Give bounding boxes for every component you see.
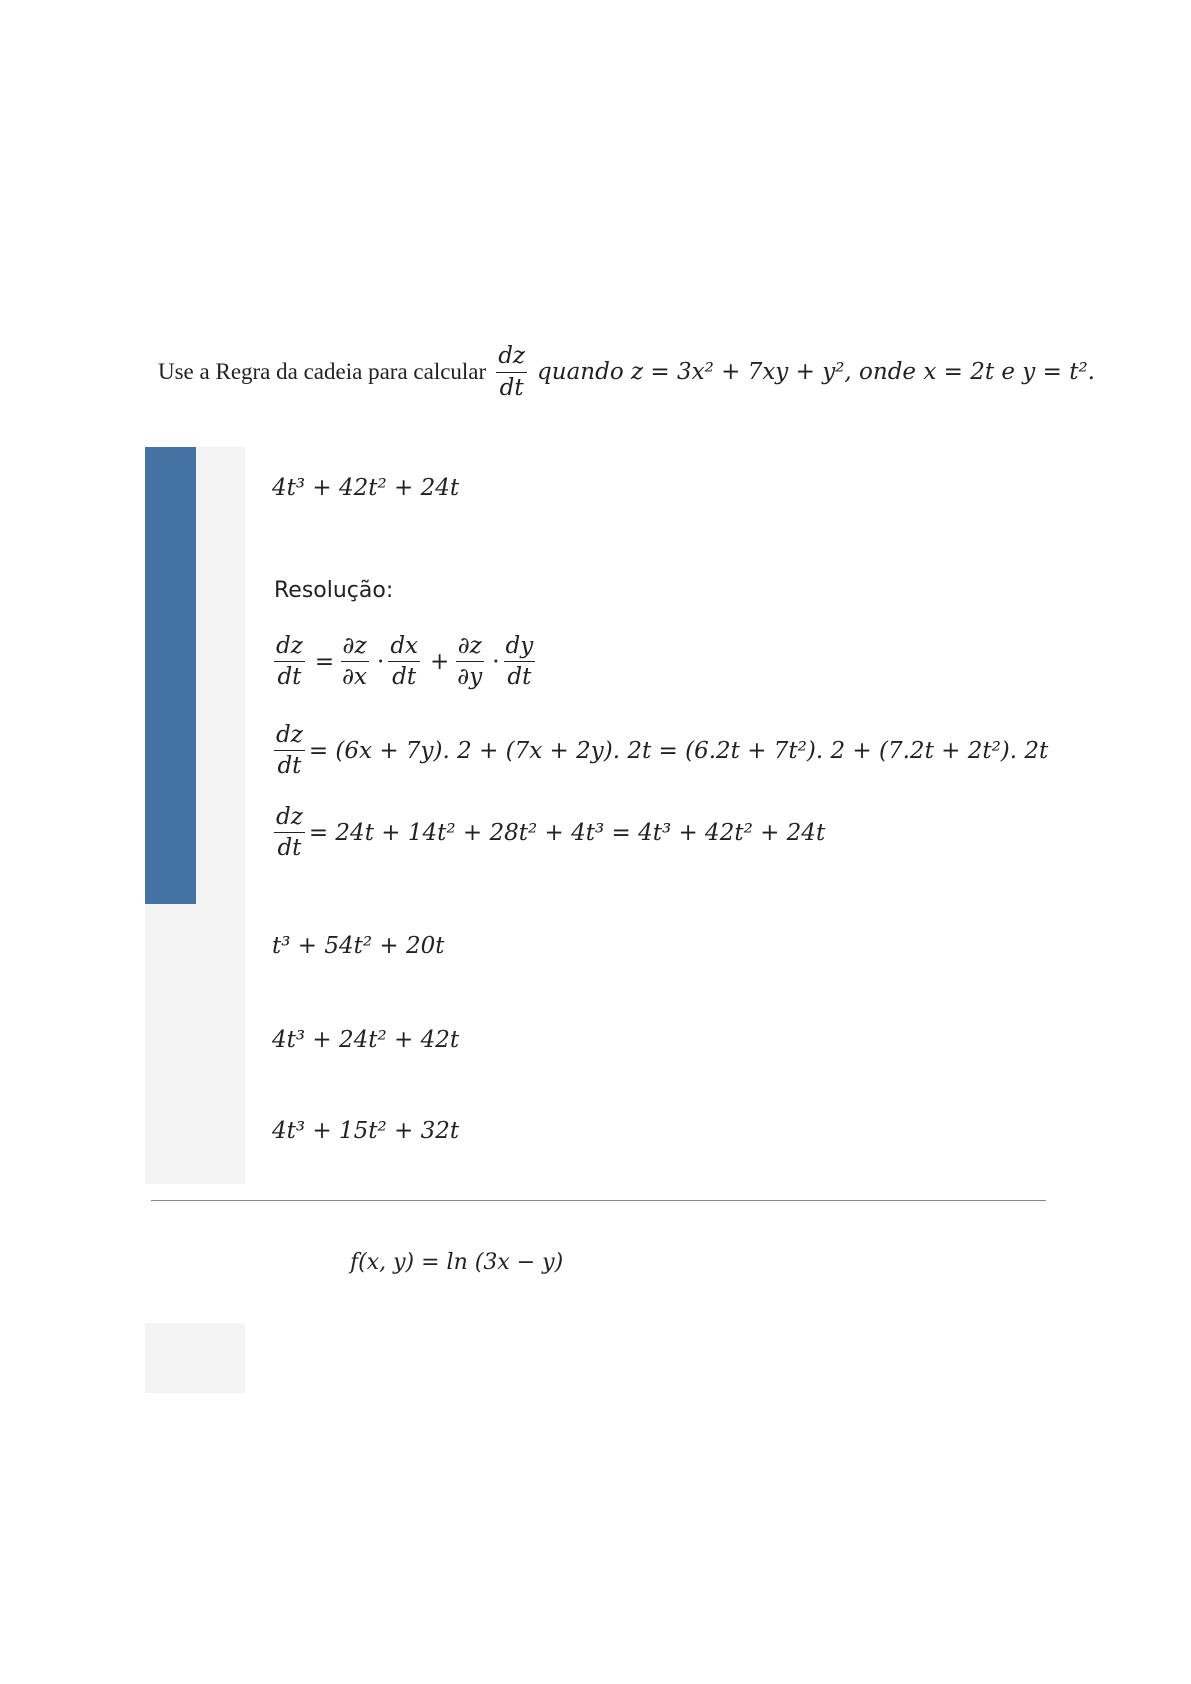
- step-2-expression: = (6x + 7y). 2 + (7x + 2y). 2t = (6.2t + 7t²). 2 + (7.2t + 2t²). 2t: [308, 737, 1049, 764]
- answer-option-2[interactable]: [272, 933, 445, 959]
- selected-option-indicator[interactable]: [145, 447, 196, 904]
- resolution-step-3: $\frac{dz}{dt}$ = 24t + 14t² + 28t² + 4t³ = 4t³ + 42t² + 24t: [276, 804, 826, 862]
- question-prompt: [158, 336, 1158, 408]
- answer-option-3[interactable]: [272, 1027, 459, 1053]
- question-text: Use a Regra da cadeia para calcular: [158, 359, 487, 384]
- option-expression: 4t³ + 42t² + 24t: [272, 475, 460, 501]
- next-question-function: f(x, y) = ln (3x − y): [350, 1250, 564, 1275]
- resolution-label: Resolução:: [274, 578, 394, 603]
- option-expression: 4t³ + 24t² + 42t: [272, 1027, 460, 1053]
- fraction-numerator: dz: [496, 344, 527, 372]
- step-3-expression: = 24t + 14t² + 28t² + 4t³ = 4t³ + 42t² + 24t: [308, 819, 826, 846]
- chain-rule-formula: $\frac{dz}{dt}$ = $\frac{\partial z}{\partial x}$ · $\frac{dx}{dt}$ + $\frac{\partial z}{\partial y}$ · $\frac{dy}{dt}$: [276, 633, 534, 691]
- option-expression: 4t³ + 15t² + 32t: [272, 1118, 460, 1144]
- resolution-step-2: $\frac{dz}{dt}$ = (6x + 7y). 2 + (7x + 2y). 2t = (6.2t + 7t²). 2 + (7.2t + 2t²). 2t: [276, 722, 1049, 780]
- derivative-fraction: [496, 344, 527, 399]
- option-expression: t³ + 54t² + 20t: [272, 933, 445, 959]
- answer-option-1[interactable]: [272, 475, 459, 501]
- question-divider: [151, 1200, 1046, 1201]
- fraction-denominator: dt: [499, 374, 524, 401]
- question-condition: quando z = 3x² + 7xy + y², onde x = 2t e y = t².: [537, 359, 1095, 385]
- next-question-option-box[interactable]: [145, 1323, 245, 1393]
- answer-option-4[interactable]: [272, 1118, 459, 1144]
